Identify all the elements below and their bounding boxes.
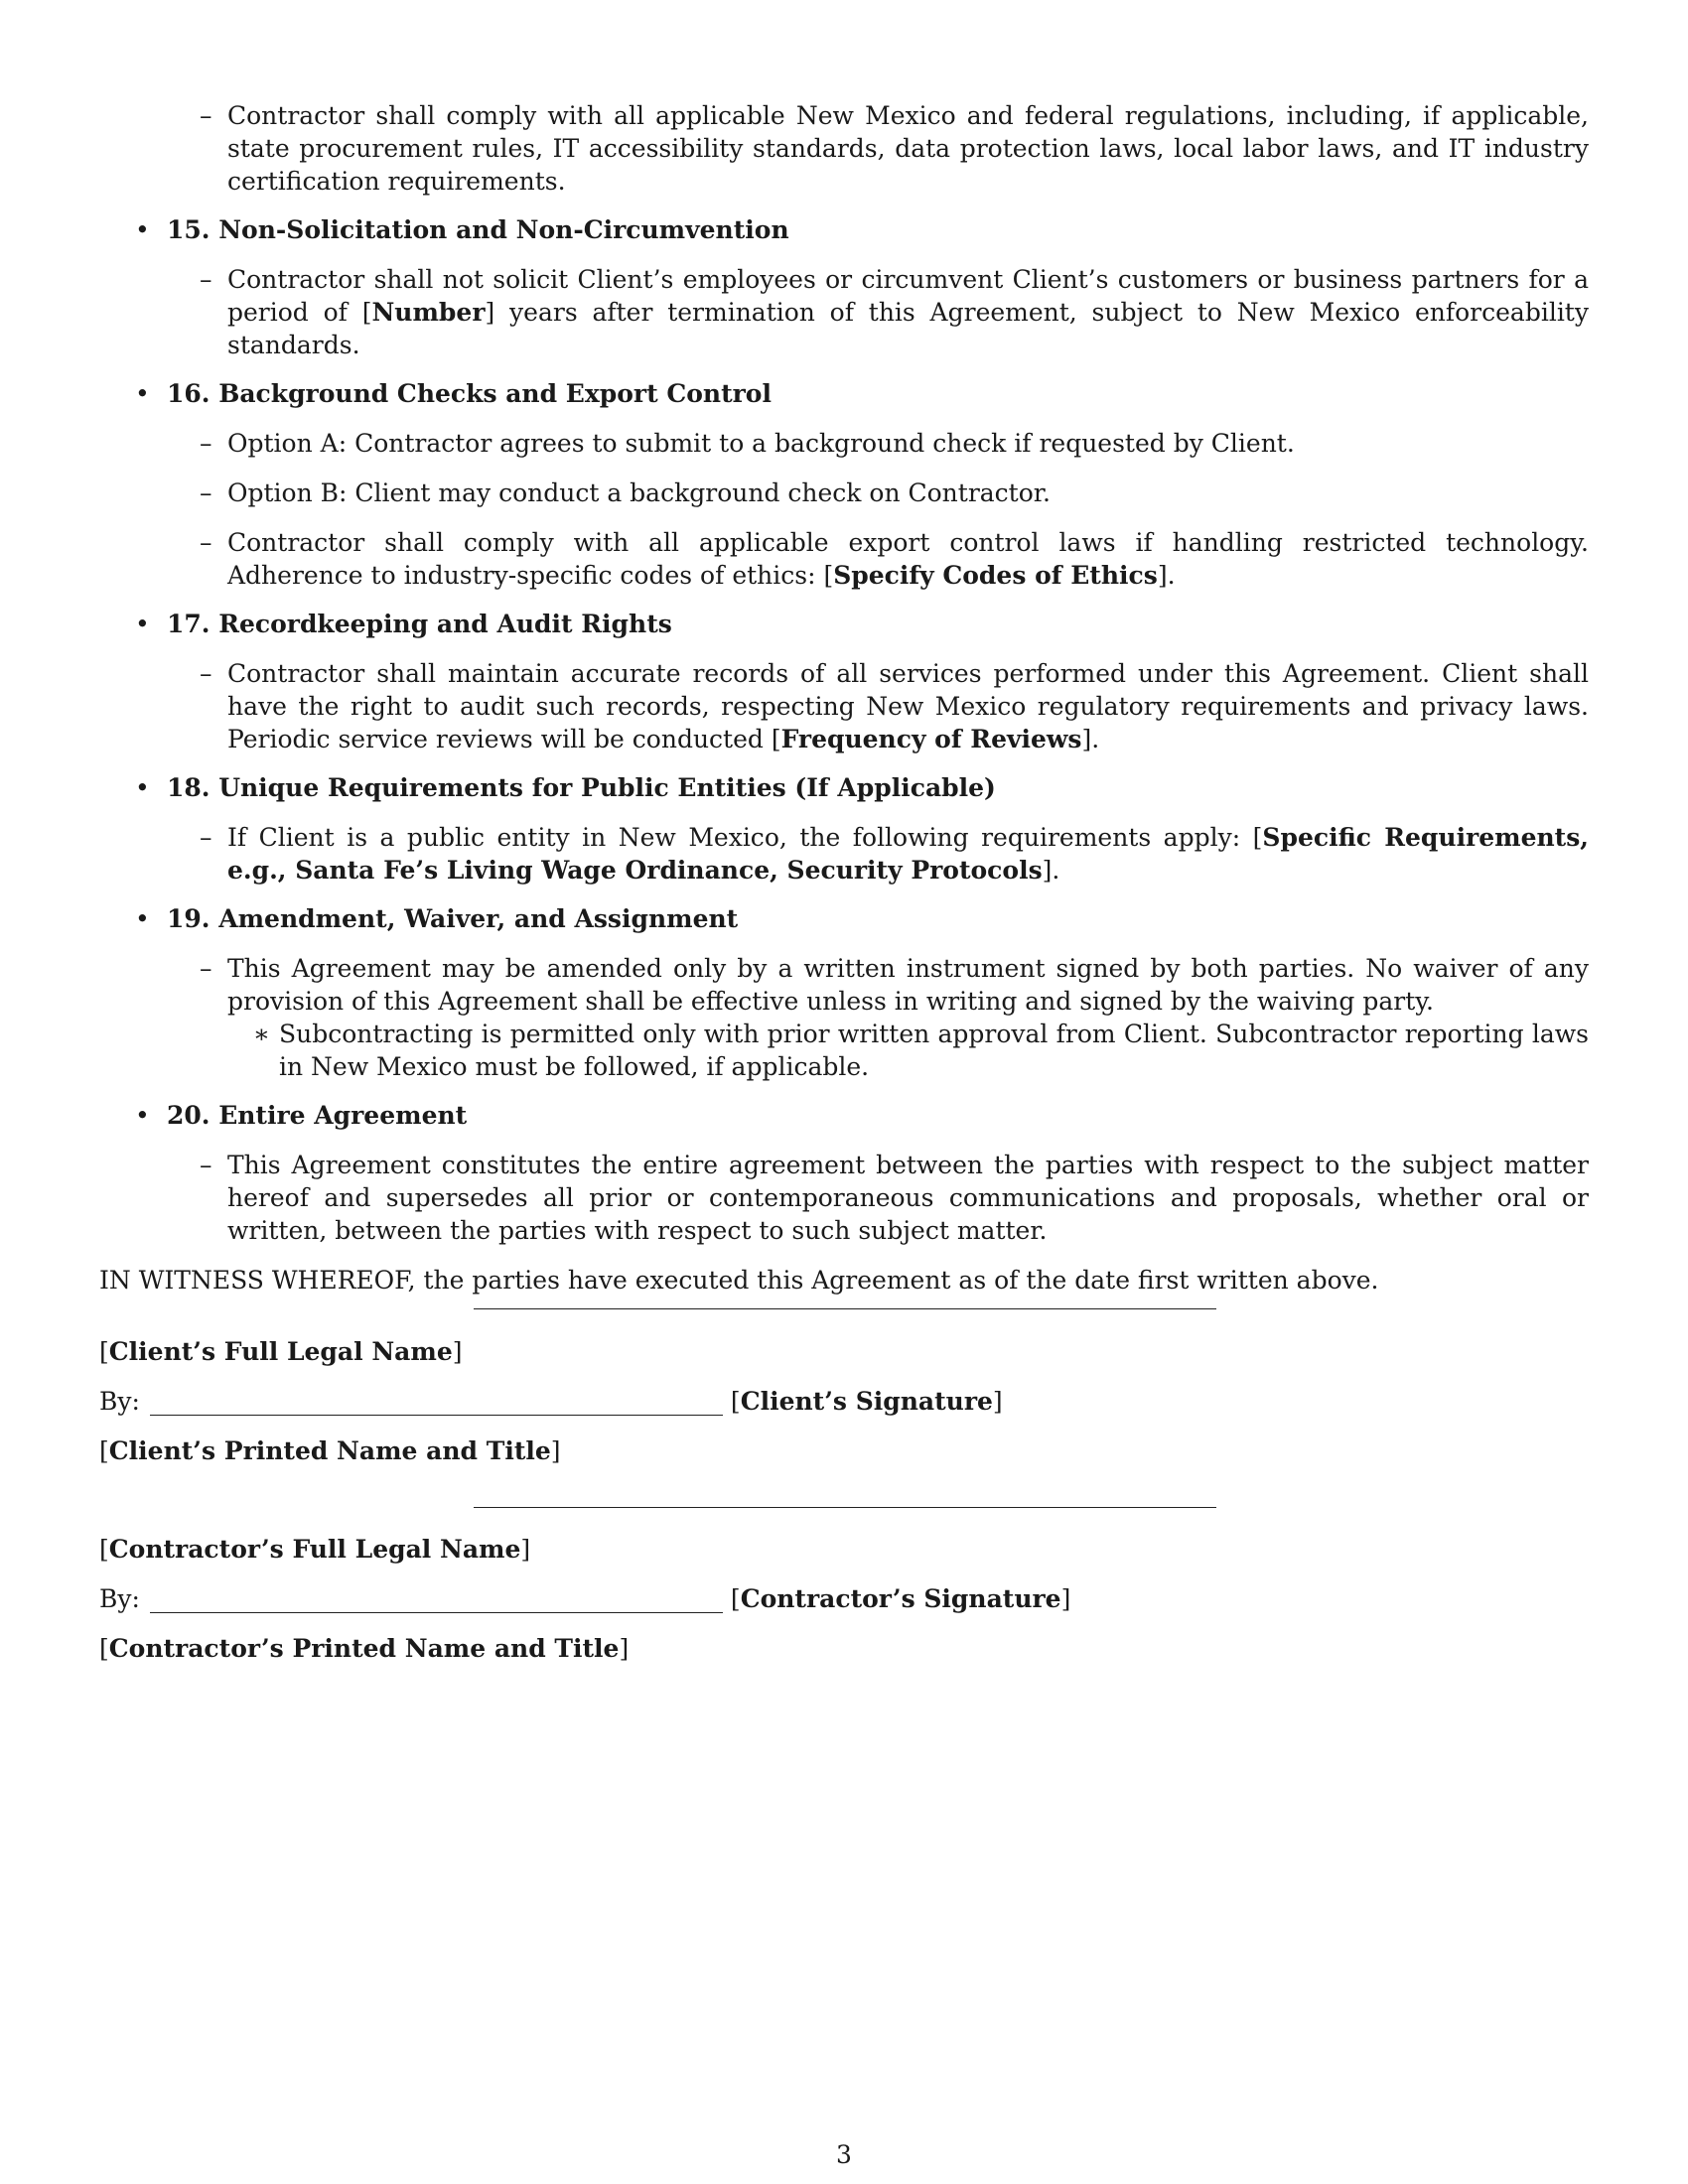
nested-list-item	[253, 1018, 1589, 1083]
dash-marker: –	[200, 101, 212, 130]
placeholder-field: Frequency of Reviews	[780, 725, 1082, 753]
list-item	[200, 657, 1589, 755]
dash-marker: –	[200, 954, 212, 983]
bullet-marker: •	[135, 904, 150, 933]
item-text: ].	[1081, 725, 1100, 753]
dash-marker: –	[200, 1151, 212, 1179]
item-text: ] years after termination of this Agreement, subject to New Mexico enforceability standards.	[227, 298, 1589, 359]
dash-marker: –	[200, 528, 212, 557]
by-label: By:	[99, 1584, 140, 1613]
item-text: If Client is a public entity in New Mexico, the following requirements apply: [	[227, 823, 1263, 852]
section-title: 19. Amendment, Waiver, and Assignment	[167, 904, 739, 933]
item-text: Option B: Client may conduct a background check on Contractor.	[227, 478, 1051, 507]
contractor-full-name: [Contractor’s Full Legal Name]	[99, 1535, 531, 1564]
item-text: This Agreement may be amended only by a written instrument signed by both parties. No waiver of any provision of this Agreement shall be effective unless in writing and signed by the waiving party.	[227, 954, 1589, 1016]
section-heading	[135, 608, 1589, 640]
client-by-line: By: [Client’s Signature]	[99, 1387, 1003, 1416]
placeholder-field: Number	[371, 298, 486, 327]
section-title: 16. Background Checks and Export Control	[167, 379, 772, 408]
section-items	[99, 427, 1589, 592]
by-label: By:	[99, 1387, 140, 1416]
list-item	[200, 477, 1589, 509]
item-text: ].	[1157, 561, 1176, 590]
dash-marker: –	[200, 823, 212, 852]
section-heading	[135, 1099, 1589, 1132]
section-items	[99, 263, 1589, 361]
item-text: Subcontracting is permitted only with prior written approval from Client. Subcontractor reporting laws in New Mexico must be followed, if applicable.	[279, 1020, 1589, 1081]
item-text: Contractor shall maintain accurate records of all services performed under this Agreement. Client shall have the right to audit such records, respecting New Mexico regulatory requirements and privacy laws. Periodic service reviews will be conducted [	[227, 659, 1589, 753]
item-text: ].	[1042, 856, 1060, 885]
item-text: Contractor shall comply with all applicable New Mexico and federal regulations, including, if applicable, state procurement rules, IT accessibility standards, data protection laws, local labor laws, and IT industry certification requirements.	[227, 101, 1589, 196]
item-text: Contractor shall comply with all applicable export control laws if handling restricted technology. Adherence to industry-specific codes of ethics: [	[227, 528, 1589, 590]
bullet-marker: •	[135, 1101, 150, 1130]
dash-marker: –	[200, 265, 212, 294]
client-signature-line[interactable]	[150, 1415, 723, 1416]
list-item	[200, 526, 1589, 592]
client-printed-name: [Client’s Printed Name and Title]	[99, 1436, 561, 1465]
dash-marker: –	[200, 659, 212, 688]
section-items	[99, 657, 1589, 755]
contractor-signature-label: Contractor’s Signature	[740, 1584, 1061, 1613]
list-item	[200, 427, 1589, 460]
signature-rule	[474, 1507, 1216, 1508]
contractor-by-line: By: [Contractor’s Signature]	[99, 1584, 1071, 1613]
section-title: 17. Recordkeeping and Audit Rights	[167, 610, 672, 638]
dash-marker: –	[200, 429, 212, 458]
section-heading	[135, 377, 1589, 410]
bullet-marker: •	[135, 215, 150, 244]
list-item	[200, 821, 1589, 887]
section-items	[99, 821, 1589, 887]
contractor-signature-line[interactable]	[150, 1612, 723, 1613]
list-item	[200, 1149, 1589, 1247]
bullet-marker: •	[135, 379, 150, 408]
client-full-name: [Client’s Full Legal Name]	[99, 1337, 463, 1366]
bullet-marker: •	[135, 610, 150, 638]
section-title: 18. Unique Requirements for Public Entities (If Applicable)	[167, 773, 996, 802]
placeholder-field: Specify Codes of Ethics	[833, 561, 1158, 590]
bullet-marker: •	[135, 773, 150, 802]
section-heading	[135, 771, 1589, 804]
placeholder-field: Specific Requirements, e.g., Santa Fe’s Living Wage Ordinance, Security Protocols	[227, 823, 1589, 885]
witness-clause: IN WITNESS WHEREOF, the parties have executed this Agreement as of the date first written above.	[99, 1266, 1379, 1295]
list-item	[200, 99, 1589, 198]
item-text: Contractor shall not solicit Client’s employees or circumvent Client’s customers or business partners for a period of [	[227, 265, 1589, 327]
list-item	[200, 263, 1589, 361]
section-heading	[135, 902, 1589, 935]
section-heading	[135, 213, 1589, 246]
signature-rule	[474, 1308, 1216, 1309]
document-body	[99, 99, 1589, 1297]
item-text: Option A: Contractor agrees to submit to a background check if requested by Client.	[227, 429, 1295, 458]
contractor-printed-name: [Contractor’s Printed Name and Title]	[99, 1634, 630, 1663]
section-items	[99, 1149, 1589, 1247]
section-title: 15. Non-Solicitation and Non-Circumvention	[167, 215, 789, 244]
page-number: 3	[836, 2140, 852, 2169]
list-item	[200, 952, 1589, 1018]
section-items	[99, 952, 1589, 1083]
star-marker: ∗	[253, 1020, 270, 1048]
client-signature-label: Client’s Signature	[740, 1387, 993, 1416]
section-title: 20. Entire Agreement	[167, 1101, 468, 1130]
item-text: This Agreement constitutes the entire agreement between the parties with respect to the subject matter hereof and supersedes all prior or contemporaneous communications and proposals, whether oral or written, between the parties with respect to such subject matter.	[227, 1151, 1589, 1245]
dash-marker: –	[200, 478, 212, 507]
